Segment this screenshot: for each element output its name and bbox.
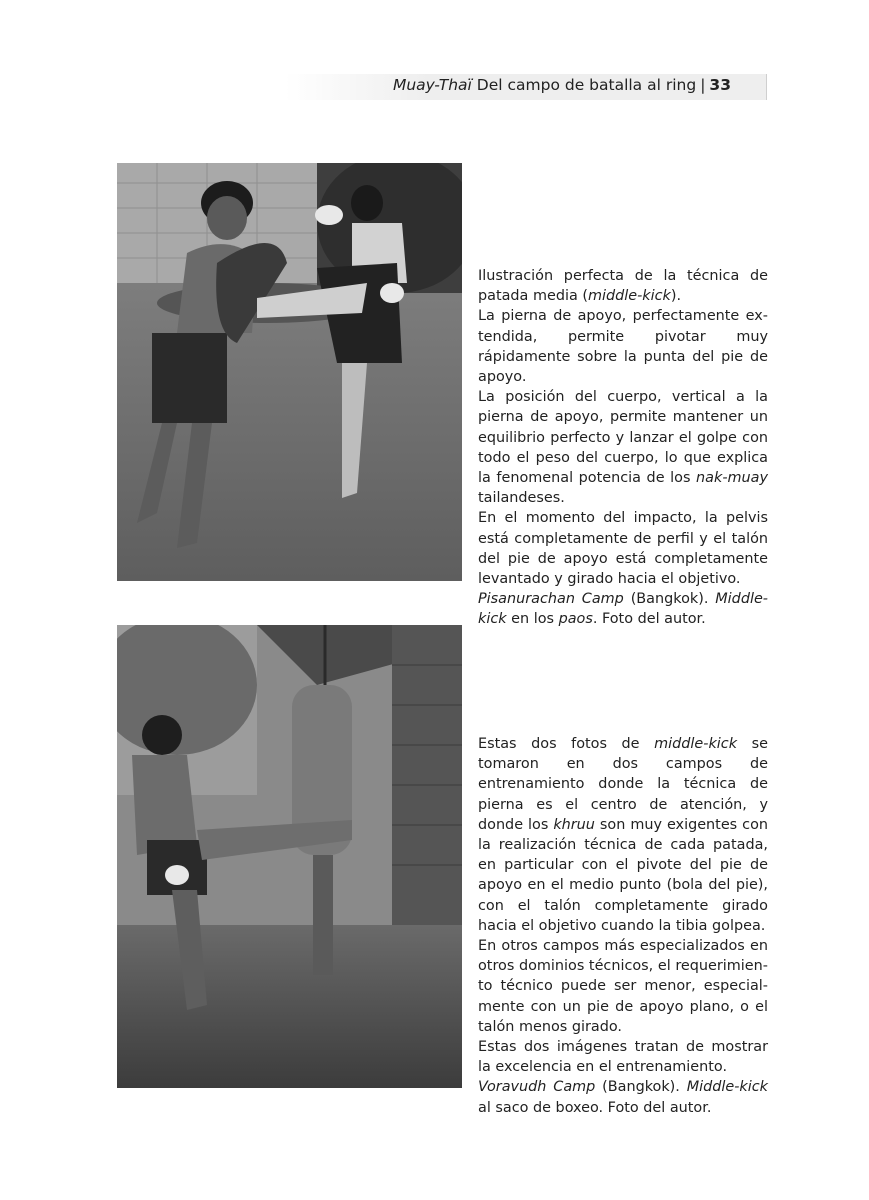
caption-figure-1 <box>478 266 768 630</box>
chapter-title: Del campo de batalla al ring <box>476 76 697 94</box>
italic-term: paos <box>558 611 593 628</box>
photo-middle-kick-paos <box>117 163 462 581</box>
text-run: se tomaron en dos campos de entrenamiento donde la técnica de pierna es el centro de atención, y donde los <box>478 736 768 833</box>
italic-term: nak-muay <box>696 470 768 487</box>
text-run: al saco de boxeo. Foto del autor. <box>478 1099 712 1116</box>
text-run: La pierna de apoyo, perfectamente extendida, permite pivotar muy rápidamente sobre la punta del pie de apoyo. <box>478 308 768 386</box>
page-number: 33 <box>709 76 731 94</box>
book-title: Muay-Thaï <box>392 76 472 94</box>
italic-term: Middle-kick <box>686 1079 768 1096</box>
header-separator: | <box>700 76 706 94</box>
text-run: Estas dos imágenes tratan de mostrar la excelencia en el entrenamiento. <box>478 1039 768 1076</box>
italic-term: Middle-kick <box>478 591 768 628</box>
caption-paragraph <box>478 936 768 1037</box>
italic-term: Voravudh Camp <box>478 1079 596 1096</box>
italic-term: Pisanurachan Camp <box>478 591 624 608</box>
header-text <box>393 76 731 94</box>
caption-credit <box>478 1077 768 1117</box>
photo-middle-kick-heavy-bag <box>117 625 462 1088</box>
text-run: (Bangkok). <box>595 1079 687 1096</box>
caption-paragraph <box>478 387 768 508</box>
text-run: . Foto del autor. <box>592 611 706 628</box>
text-run: La posición del cuerpo, vertical a la pierna de apoyo, permite mantener un equilibrio perfecto y lanzar el golpe con todo el peso del cuerpo, lo que explica la fenomenal potencia de los <box>478 389 768 487</box>
italic-term: middle-kick <box>587 288 671 305</box>
text-run: ). <box>670 288 682 305</box>
text-run: son muy exigentes con la realización técnica de cada patada, en particular con el pivote del pie de apoyo en el medio punto (bola del pie), con el talón completamente girado hacia el objetivo cuando la tibia golpea. <box>478 816 768 934</box>
caption-paragraph <box>478 1037 768 1077</box>
text-run: tailandeses. <box>478 490 565 507</box>
text-run: Estas dos fotos de <box>478 736 655 752</box>
text-run: En otros campos más especializados en otros dominios técnicos, el requerimiento técnico puede ser menor, especialmente con un pie de apoyo plano, o el talón menos girado. <box>478 938 768 1035</box>
running-header <box>285 74 767 100</box>
caption-credit <box>478 589 768 629</box>
text-run: En el momento del impacto, la pelvis está completamente de perfil y el talón del pie de apoyo está completamente levantado y girado hacia el objetivo. <box>478 510 768 588</box>
caption-paragraph <box>478 508 768 589</box>
text-run: en los <box>506 611 559 628</box>
text-run: (Bangkok). <box>623 591 716 608</box>
caption-paragraph <box>478 734 768 936</box>
caption-paragraph <box>478 266 768 306</box>
italic-term: middle-kick <box>654 736 738 752</box>
caption-figure-2 <box>478 734 768 1118</box>
caption-paragraph <box>478 306 768 387</box>
header-rule <box>766 74 767 100</box>
text-run: Ilustración perfecta de la técnica de patada media ( <box>478 268 768 305</box>
italic-term: khruu <box>553 816 595 833</box>
